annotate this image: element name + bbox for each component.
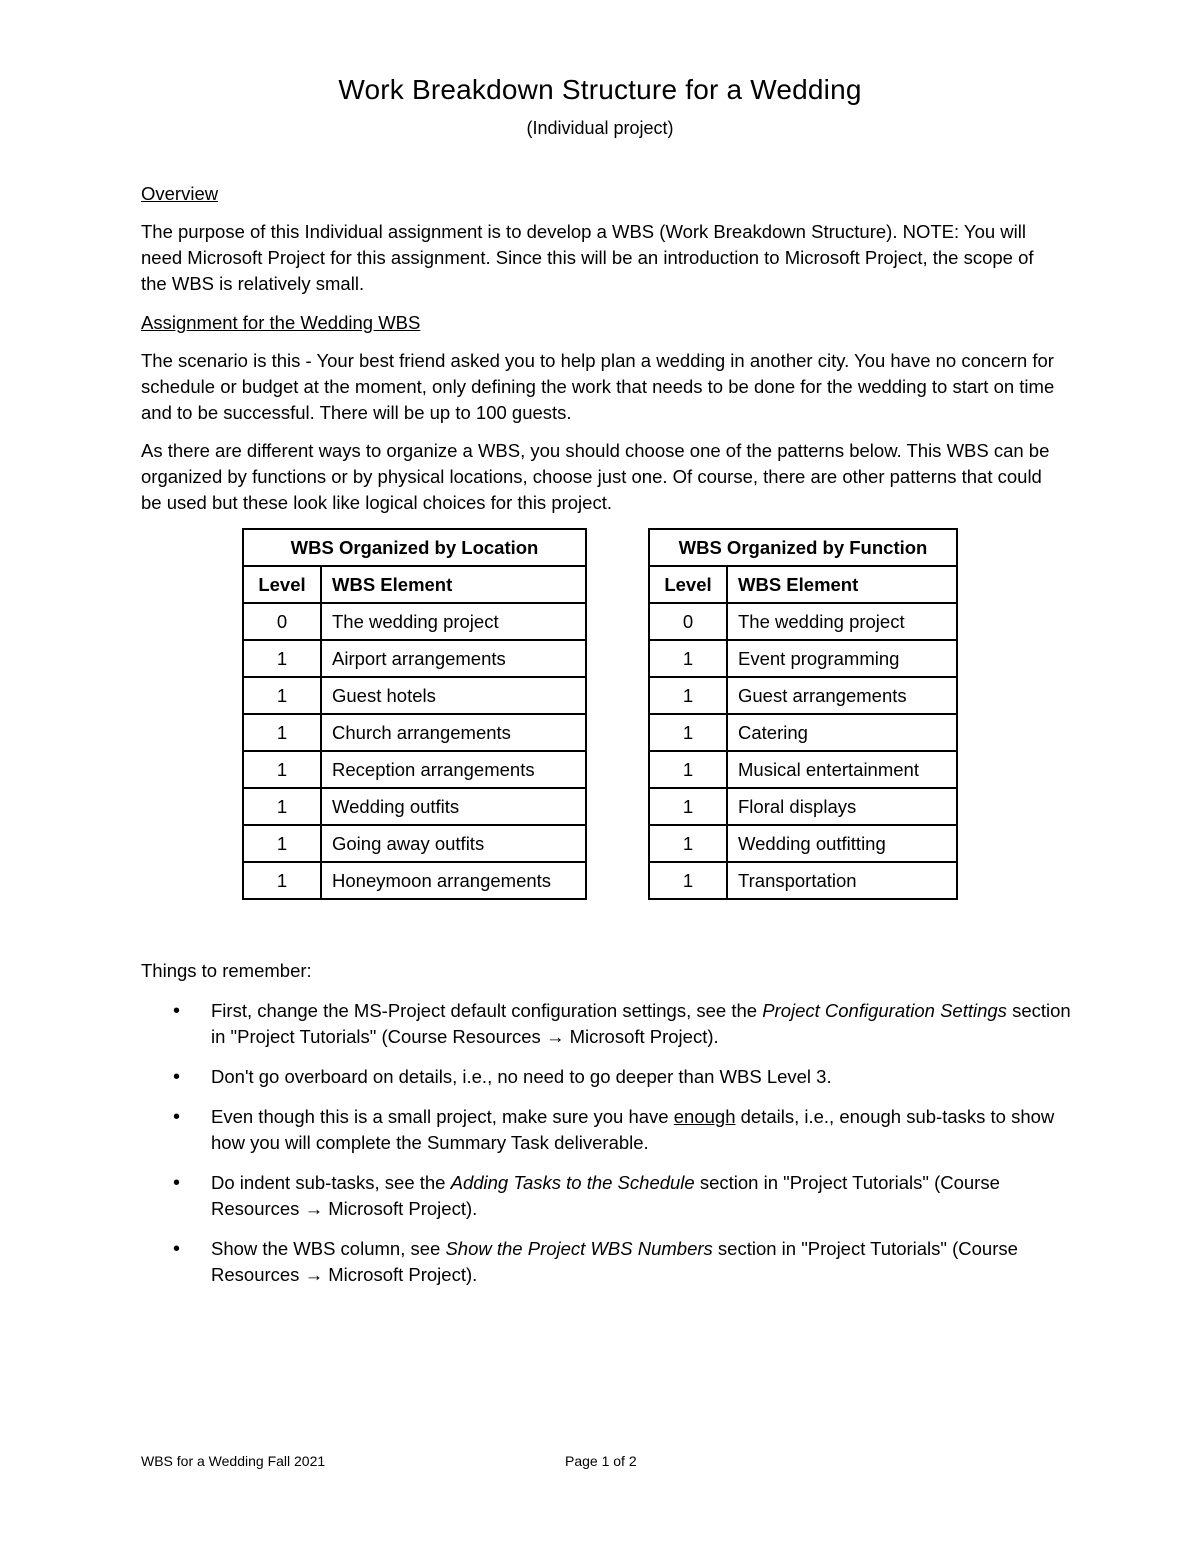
table-row xyxy=(243,788,586,825)
wbs-function-table xyxy=(648,528,958,900)
bullet-text: Microsoft Project). xyxy=(323,1264,478,1285)
element-cell: The wedding project xyxy=(727,603,957,640)
element-cell: Wedding outfitting xyxy=(727,825,957,862)
level-cell: 1 xyxy=(243,714,321,751)
document-subtitle: (Individual project) xyxy=(526,118,674,138)
remember-list xyxy=(141,998,1081,1288)
level-cell: 1 xyxy=(243,825,321,862)
bullet-text: Microsoft Project). xyxy=(564,1026,719,1047)
table-row xyxy=(243,825,586,862)
bullet-text: Do indent sub-tasks, see the xyxy=(211,1172,451,1193)
table-row xyxy=(243,677,586,714)
element-cell: Transportation xyxy=(727,862,957,899)
table-row xyxy=(649,825,957,862)
level-cell: 1 xyxy=(649,640,727,677)
element-cell: Wedding outfits xyxy=(321,788,586,825)
wbs-location-table xyxy=(242,528,587,900)
element-cell: Airport arrangements xyxy=(321,640,586,677)
table-row xyxy=(649,788,957,825)
element-cell: Going away outfits xyxy=(321,825,586,862)
bullet-text: section in "Project Tutorials" (Course Resources xyxy=(211,1172,1000,1219)
bullet-text: details, i.e., enough sub-tasks to show how you will complete the Summary Task deliverable. xyxy=(211,1106,1055,1153)
bullet-icon: • xyxy=(173,1238,181,1260)
table-row xyxy=(649,677,957,714)
table-row xyxy=(649,714,957,751)
table-row xyxy=(243,714,586,751)
element-cell: Catering xyxy=(727,714,957,751)
table-row xyxy=(243,603,586,640)
level-cell: 1 xyxy=(243,751,321,788)
level-cell: 1 xyxy=(243,788,321,825)
assignment-heading: Assignment for the Wedding WBS xyxy=(141,312,421,333)
bullet-italic: Adding Tasks to the Schedule xyxy=(450,1172,695,1193)
element-cell: Guest hotels xyxy=(321,677,586,714)
assignment-section xyxy=(141,310,1061,516)
bullet-italic: Show the Project WBS Numbers xyxy=(445,1238,713,1259)
element-cell: Musical entertainment xyxy=(727,751,957,788)
bullet-text: section in "Project Tutorials" (Course Resources xyxy=(211,1000,1071,1047)
level-cell: 1 xyxy=(243,640,321,677)
level-cell: 0 xyxy=(649,603,727,640)
level-cell: 1 xyxy=(649,788,727,825)
table-row xyxy=(649,640,957,677)
remember-heading: Things to remember: xyxy=(141,960,312,981)
element-cell: Reception arrangements xyxy=(321,751,586,788)
bullet-icon: • xyxy=(173,1066,181,1088)
table-row xyxy=(243,640,586,677)
element-cell: Honeymoon arrangements xyxy=(321,862,586,899)
level-cell: 1 xyxy=(649,825,727,862)
bullet-text: section in "Project Tutorials" (Course Resources xyxy=(211,1238,1018,1285)
right-arrow-icon: → xyxy=(545,1026,565,1047)
location-table-title: WBS Organized by Location xyxy=(243,529,586,566)
function-col-level: Level xyxy=(649,566,727,603)
footer-page-number: Page 1 of 2 xyxy=(565,1453,637,1469)
things-to-remember-section xyxy=(141,958,1081,1302)
assignment-paragraph-2: As there are different ways to organize a WBS, you should choose one of the patterns below. This WBS can be organized by functions or by physical locations, choose just one. Of course, there are other patterns that could be used but these look like logical choices for this project. xyxy=(141,440,1050,513)
bullet-icon: • xyxy=(173,1106,181,1128)
list-item xyxy=(141,1064,1081,1090)
location-col-level: Level xyxy=(243,566,321,603)
level-cell: 0 xyxy=(243,603,321,640)
table-row xyxy=(649,603,957,640)
footer-left: WBS for a Wedding Fall 2021 xyxy=(141,1453,326,1469)
bullet-icon: • xyxy=(173,1172,181,1194)
list-item xyxy=(141,998,1081,1050)
bullet-text: First, change the MS-Project default configuration settings, see the xyxy=(211,1000,763,1021)
element-cell: Church arrangements xyxy=(321,714,586,751)
bullet-text: Microsoft Project). xyxy=(323,1198,478,1219)
location-col-element: WBS Element xyxy=(321,566,586,603)
bullet-icon: • xyxy=(173,1000,181,1022)
document-title: Work Breakdown Structure for a Wedding xyxy=(338,74,862,105)
bullet-underline: enough xyxy=(673,1106,736,1127)
table-row xyxy=(243,751,586,788)
level-cell: 1 xyxy=(243,677,321,714)
function-table-title: WBS Organized by Function xyxy=(649,529,957,566)
overview-heading: Overview xyxy=(141,183,219,204)
element-cell: The wedding project xyxy=(321,603,586,640)
table-row xyxy=(649,862,957,899)
table-row xyxy=(243,862,586,899)
overview-section xyxy=(141,181,1061,297)
bullet-text: Don't go overboard on details, i.e., no need to go deeper than WBS Level 3. xyxy=(211,1066,832,1087)
list-item xyxy=(141,1170,1081,1222)
bullet-text: Show the WBS column, see xyxy=(211,1238,446,1259)
element-cell: Guest arrangements xyxy=(727,677,957,714)
assignment-paragraph-1: The scenario is this - Your best friend asked you to help plan a wedding in another city. You have no concern for schedule or budget at the moment, only defining the work that needs to be done for the wedding to start on time and to be successful. There will be up to 100 guests. xyxy=(141,350,1055,423)
level-cell: 1 xyxy=(649,714,727,751)
bullet-italic: Project Configuration Settings xyxy=(762,1000,1007,1021)
level-cell: 1 xyxy=(243,862,321,899)
list-item xyxy=(141,1104,1081,1156)
list-item xyxy=(141,1236,1081,1288)
level-cell: 1 xyxy=(649,751,727,788)
bullet-text: Even though this is a small project, make sure you have xyxy=(211,1106,674,1127)
right-arrow-icon: → xyxy=(304,1198,324,1219)
level-cell: 1 xyxy=(649,862,727,899)
overview-text: The purpose of this Individual assignment is to develop a WBS (Work Breakdown Structure). NOTE: You will need Microsoft Project for this assignment. Since this will be an introduction to Microsoft Project, the scope of the WBS is relatively small. xyxy=(141,221,1034,294)
function-col-element: WBS Element xyxy=(727,566,957,603)
level-cell: 1 xyxy=(649,677,727,714)
right-arrow-icon: → xyxy=(304,1264,324,1285)
element-cell: Event programming xyxy=(727,640,957,677)
element-cell: Floral displays xyxy=(727,788,957,825)
table-row xyxy=(649,751,957,788)
